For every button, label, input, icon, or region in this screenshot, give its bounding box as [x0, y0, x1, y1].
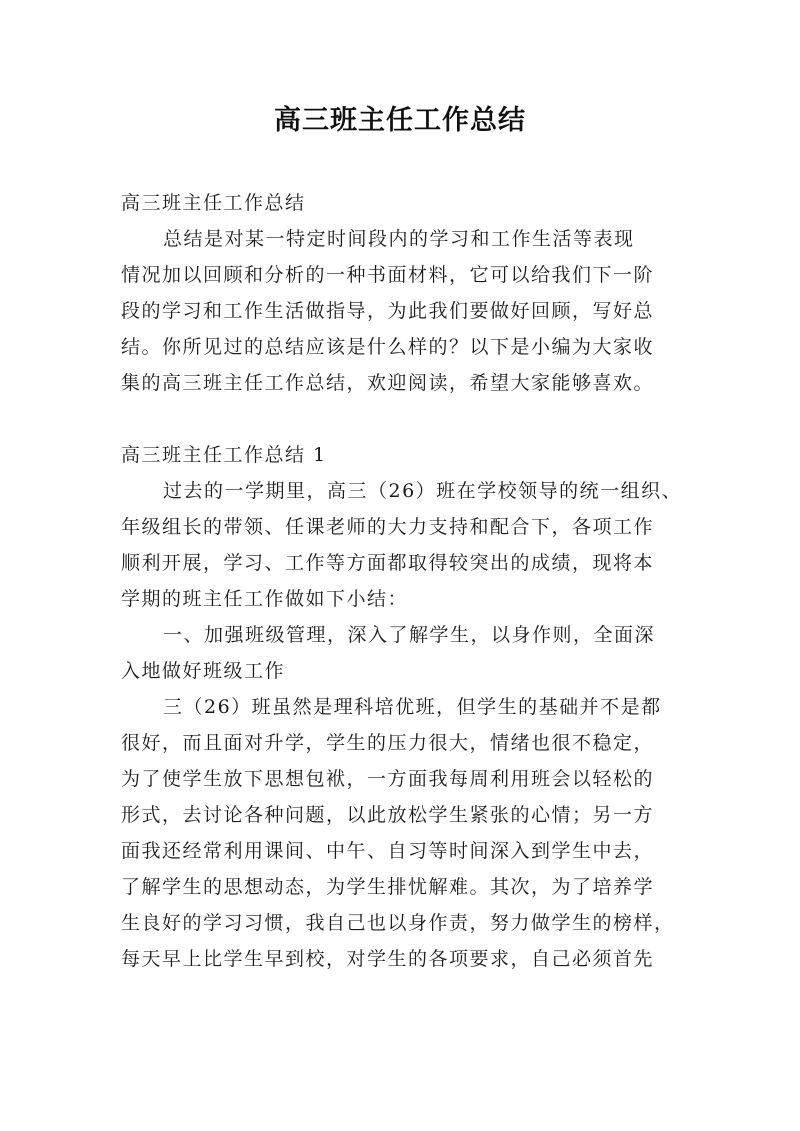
document-body	[121, 185, 691, 977]
intro-line: 总结是对某一特定时间段内的学习和工作生活等表现	[163, 228, 635, 250]
intro-heading: 高三班主任工作总结	[121, 192, 306, 214]
intro-line: 段的学习和工作生活做指导，为此我们要做好回顾，写好总	[121, 300, 655, 322]
paragraph-line: 每天早上比学生早到校，对学生的各项要求，自己必须首先	[121, 948, 655, 970]
paragraph-line: 年级组长的带领、任课老师的大力支持和配合下，各项工作	[121, 516, 655, 538]
paragraph-line: 了解学生的思想动态，为学生排忧解难。其次，为了培养学	[121, 876, 655, 898]
paragraph-line: 形式，去讨论各种问题，以此放松学生紧张的心情；另一方	[121, 804, 655, 826]
paragraph-line: 为了使学生放下思想包袱，一方面我每周利用班会以轻松的	[121, 768, 655, 790]
intro-line: 集的高三班主任工作总结，欢迎阅读，希望大家能够喜欢。	[121, 372, 655, 394]
paragraph-line: 三（26）班虽然是理科培优班，但学生的基础并不是都	[163, 696, 662, 718]
page-title: 高三班主任工作总结	[274, 105, 526, 136]
paragraph-line: 学期的班主任工作做如下小结：	[121, 588, 409, 610]
subsection-heading-line: 一、加强班级管理，深入了解学生，以身作则，全面深	[163, 624, 656, 646]
paragraph-line: 面我还经常利用课间、中午、自习等时间深入到学生中去，	[121, 840, 655, 862]
intro-line: 情况加以回顾和分析的一种书面材料，它可以给我们下一阶	[121, 264, 655, 286]
paragraph-line: 顺利开展，学习、工作等方面都取得较突出的成绩，现将本	[121, 552, 655, 574]
section-heading-1: 高三班主任工作总结 1	[121, 444, 327, 466]
paragraph-line: 过去的一学期里，高三（26）班在学校领导的统一组织、	[163, 480, 683, 502]
paragraph-line: 生良好的学习习惯，我自己也以身作责，努力做学生的榜样，	[121, 912, 675, 934]
subsection-heading-line: 入地做好班级工作	[121, 660, 286, 682]
intro-line: 结。你所见过的总结应该是什么样的？以下是小编为大家收	[121, 336, 655, 358]
paragraph-line: 很好，而且面对升学，学生的压力很大，情绪也很不稳定，	[121, 732, 655, 754]
paragraph-gap	[121, 401, 691, 437]
